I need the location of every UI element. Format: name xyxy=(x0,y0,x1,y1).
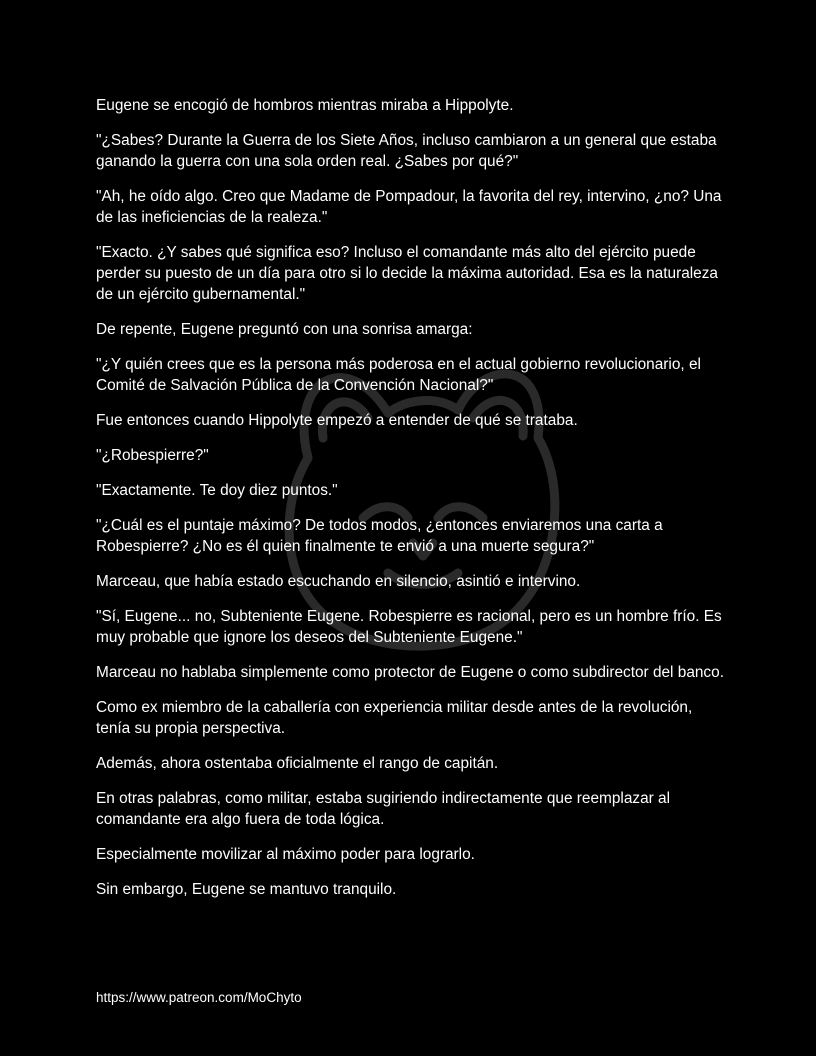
paragraph: En otras palabras, como militar, estaba sugiriendo indirectamente que reemplazar al comandante era algo fuera de toda lógica. xyxy=(96,790,671,828)
paragraph: "¿Sabes? Durante la Guerra de los Siete Años, incluso cambiaron a un general que estaba ganando la guerra con una sola orden real. ¿Sabes por qué?" xyxy=(96,132,717,170)
paragraph: "Sí, Eugene... no, Subteniente Eugene. Robespierre es racional, pero es un hombre frío. Es muy probable que ignore los deseos del Subteniente Eugene." xyxy=(96,608,722,646)
patreon-link[interactable]: https://www.patreon.com/MoChyto xyxy=(96,990,302,1005)
paragraph: Sin embargo, Eugene se mantuvo tranquilo. xyxy=(96,881,397,898)
paragraph: De repente, Eugene preguntó con una sonrisa amarga: xyxy=(96,321,473,338)
paragraph: Marceau no hablaba simplemente como protector de Eugene o como subdirector del banco. xyxy=(96,664,724,681)
chapter-text xyxy=(96,95,726,914)
paragraph: "Ah, he oído algo. Creo que Madame de Pompadour, la favorita del rey, intervino, ¿no? Una de las ineficiencias de la realeza." xyxy=(96,188,722,226)
paragraph: "Exactamente. Te doy diez puntos." xyxy=(96,482,338,499)
paragraph: Además, ahora ostentaba oficialmente el rango de capitán. xyxy=(96,755,499,772)
paragraph: Especialmente movilizar al máximo poder para lograrlo. xyxy=(96,846,475,863)
paragraph: "¿Robespierre?" xyxy=(96,447,209,464)
paragraph: Eugene se encogió de hombros mientras miraba a Hippolyte. xyxy=(96,97,514,114)
paragraph: Fue entonces cuando Hippolyte empezó a entender de qué se trataba. xyxy=(96,412,578,429)
paragraph: Marceau, que había estado escuchando en silencio, asintió e intervino. xyxy=(96,573,581,590)
paragraph: "¿Cuál es el puntaje máximo? De todos modos, ¿entonces enviaremos una carta a Robespierre? ¿No es él quien finalmente te envió a una muerte segura?" xyxy=(96,517,663,555)
paragraph: "¿Y quién crees que es la persona más poderosa en el actual gobierno revolucionario, el Comité de Salvación Pública de la Convención Nacional?" xyxy=(96,356,701,394)
paragraph: Como ex miembro de la caballería con experiencia militar desde antes de la revolución, tenía su propia perspectiva. xyxy=(96,699,693,737)
paragraph: "Exacto. ¿Y sabes qué significa eso? Incluso el comandante más alto del ejército puede perder su puesto de un día para otro si lo decide la máxima autoridad. Esa es la naturaleza de un ejército gubernamental." xyxy=(96,244,718,303)
